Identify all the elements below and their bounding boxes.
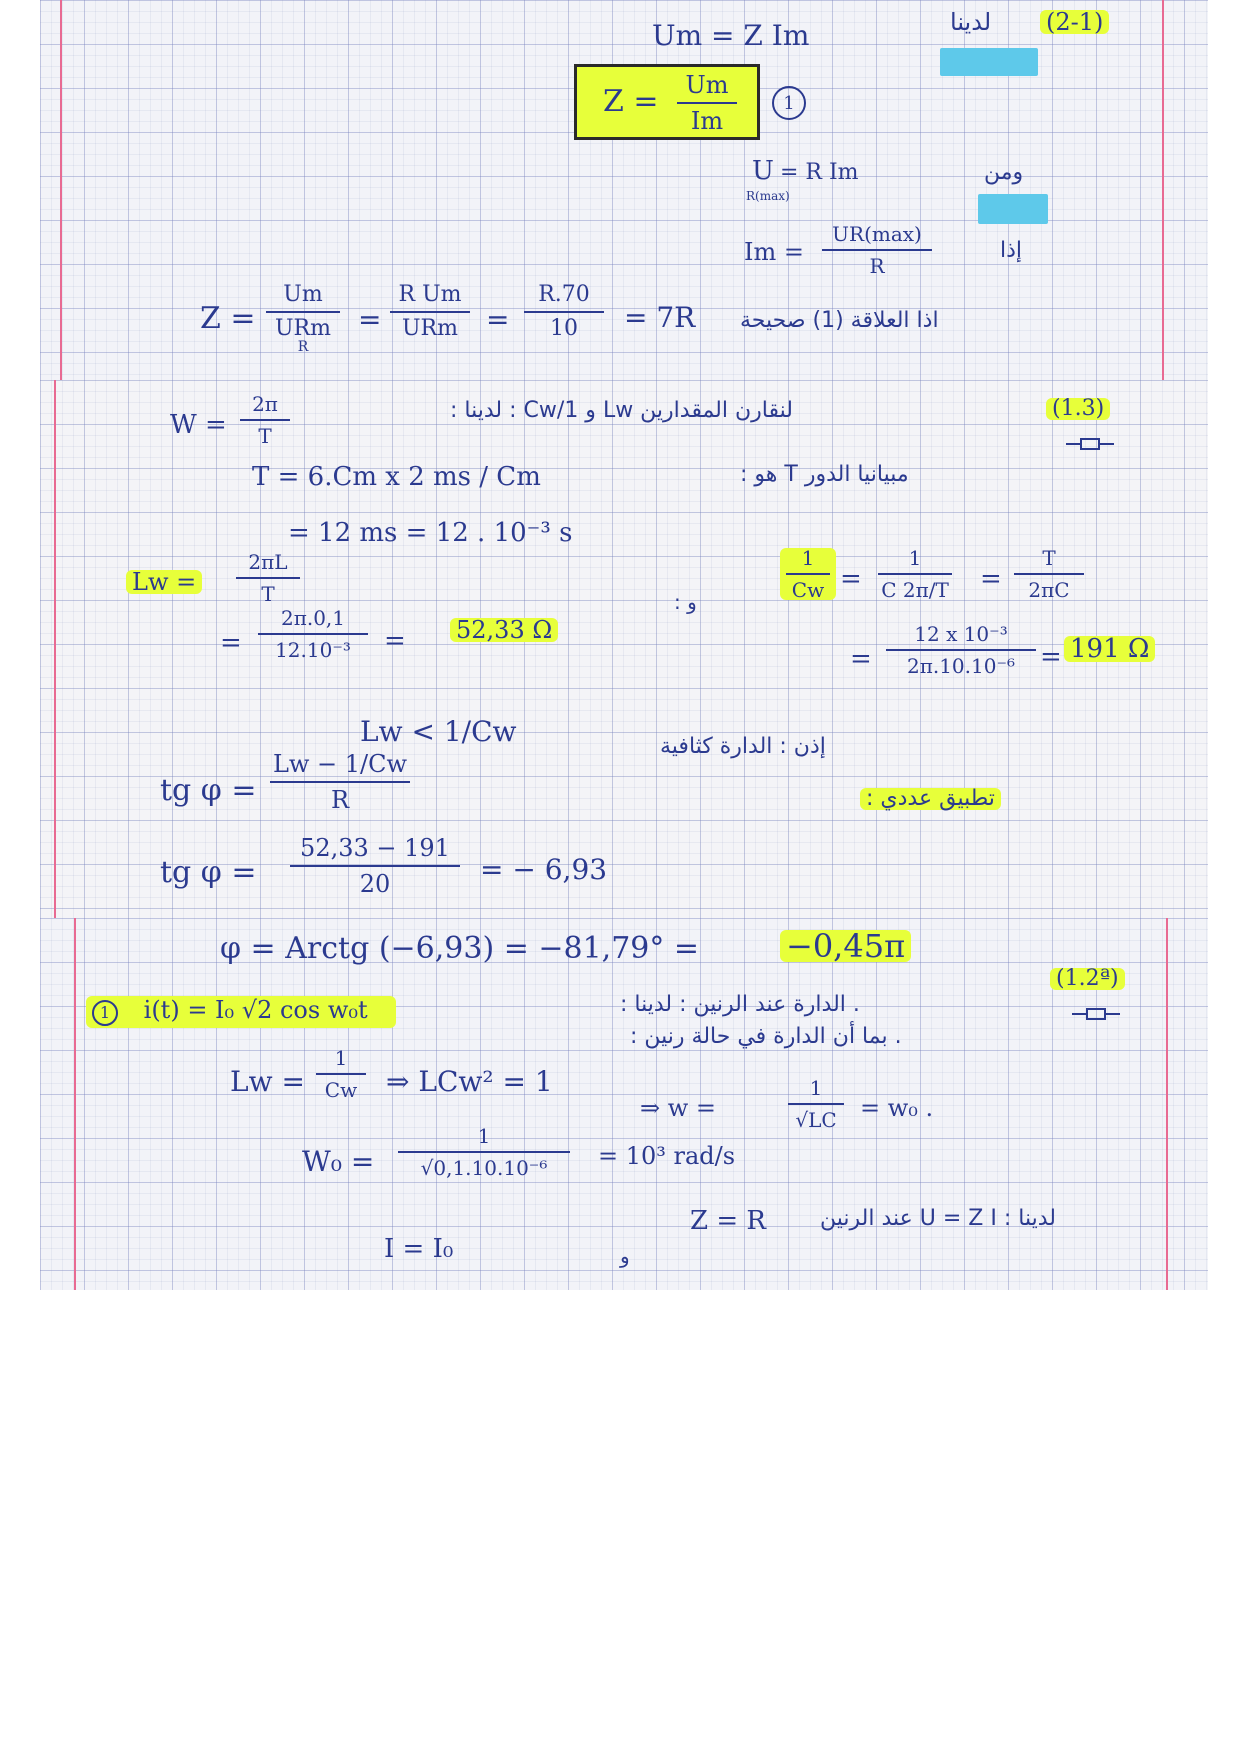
lw-eq-den: Cw [324,1078,358,1102]
w0-den: √0,1.10.10⁻⁶ [420,1156,548,1180]
item-number: 1 [92,1000,118,1026]
inv-rhs2-den: 2πC [1028,578,1070,602]
z-eq-r: Z = R [690,1206,766,1236]
arabic-wa-min: ومن [984,160,1024,185]
w-fraction [240,394,290,446]
w-den: √LC [795,1108,837,1132]
w-num: 1 [809,1076,823,1100]
arabic-compare: لنقارن المقدارين Lw و 1/Cw : لدينا : [450,398,793,423]
heading-formula: Um = Z Im [652,19,810,52]
w-implies: ⇒ w = [640,1094,717,1122]
boxed-den: Im [690,107,724,135]
inv-rhs2-fraction [1014,548,1084,600]
eq-sign-2: = [486,303,510,336]
arabic-resonance-2: . بما أن الدارة في حالة رنين : [630,1024,902,1049]
eq-sign-lw2: = [384,626,406,656]
margin-line-left [54,380,56,918]
notebook-scan-2 [40,380,1208,918]
w-lhs: W = [170,410,227,440]
w-rhs: = w₀ . [860,1094,934,1122]
arabic-resonance: . الدارة عند الرنين : لدينا : [620,992,860,1017]
z-num2: R Um [398,282,462,307]
arabic-ladayna: لدينا [950,8,992,36]
tg2-lhs: tg φ = [160,855,257,890]
z-den3: 10 [550,316,578,341]
margin-line-left [74,918,76,1290]
z-lhs: Z = [200,301,256,336]
inv-num3: 12 x 10⁻³ [914,622,1008,646]
im-fraction [822,224,932,276]
arabic-idhan: إذا [1000,238,1023,263]
lw-den2: 12.10⁻³ [275,638,351,662]
w0-num: 1 [477,1124,491,1148]
inv-rhs2-num: T [1042,546,1056,570]
tg2-den: 20 [359,870,391,898]
lw-fraction-2 [258,608,368,660]
inv-fraction [780,548,836,600]
resistor-icon [1086,1008,1106,1020]
ur-subscript: R(max) [746,189,790,203]
w0-fraction [398,1126,570,1178]
section-label: (2-1) [1040,10,1109,34]
w-num: 2π [252,392,278,416]
lw-eq: Lw = [230,1065,305,1098]
equation-number: 1 [772,86,806,120]
margin-line-right [1162,0,1164,380]
eq-sign-inv3: = [850,644,872,674]
eq-sign-lw: = [220,628,242,658]
z-result: = 7R [624,301,696,334]
ur-rhs: = R Im [780,160,859,185]
tg2-num: 52,33 − 191 [300,834,450,862]
notebook-scan-1 [40,0,1208,380]
compare-expr: Lw < 1/Cw [360,715,517,748]
tg-lhs: tg φ = [160,773,257,808]
inv-den: Cw [791,578,825,602]
arabic-wa: و : [674,590,697,614]
z-fraction-2 [390,284,470,340]
w0-lhs: W₀ = [302,1145,375,1178]
z-den1b: R [297,339,309,355]
phi-value: −0,45π [780,930,911,962]
section-label: (1.2ª) [1050,968,1125,990]
t-formula: T = 6.Cm x 2 ms / Cm [252,462,541,492]
blue-highlight-2 [978,194,1048,224]
arabic-graph: مبيانيا الدور T هو : [740,462,909,487]
inv-den3: 2π.10.10⁻⁶ [906,654,1016,678]
tg-fraction [270,752,410,812]
z-den2: URm [402,316,458,341]
z-fraction-1 [266,284,340,354]
eq-sign-1: = [358,303,382,336]
inv-rhs-num: 1 [908,546,922,570]
tg-num: Lw − 1/Cw [272,750,408,778]
tg-den: R [330,786,350,814]
z-num3: R.70 [538,282,590,307]
notebook-scan-3 [40,918,1208,1290]
margin-line-right [1166,918,1168,1290]
ur-symbol: U [752,156,774,186]
lw-num2: 2π.0,1 [280,606,346,630]
eq-sign-inv2: = [980,564,1002,594]
boxed-fraction [677,73,737,133]
w-fraction [788,1078,844,1130]
z-num1: Um [283,282,323,307]
tg2-value: = − 6,93 [480,853,608,886]
lw-fraction [236,552,300,604]
inv-value: 191 Ω [1064,636,1155,662]
inv-num: 1 [801,546,815,570]
boxed-formula [574,64,760,140]
boxed-num: Um [685,71,729,99]
phi-formula: φ = Arctg (−6,93) = −81,79° = [220,931,700,966]
z-fraction-3 [524,284,604,340]
lcw-formula: ⇒ LCw² = 1 [386,1065,553,1098]
lw-value: 52,33 Ω [450,618,558,642]
lw-num: 2πL [248,550,288,574]
i-eq: I = I₀ [384,1234,454,1264]
eq-sign-inv: = [840,564,862,594]
margin-line-left [60,0,62,380]
lw-eq-fraction [316,1048,366,1100]
im-lhs: Im = [744,238,804,266]
tg2-fraction [290,836,460,896]
lw-lhs: Lw = [126,570,202,594]
eq-sign-inv4: = [1040,642,1062,672]
lw-eq-num: 1 [334,1046,348,1070]
blue-highlight [940,48,1038,76]
arabic-uzi: لدينا : U = Z I عند الرنين [820,1206,1056,1231]
wa-conj: و [620,1244,630,1268]
inv-rhs-den: C 2π/T [881,578,949,602]
arabic-capacitive: إذن : الدارة كثافية [660,734,826,759]
lw-den: T [261,582,275,606]
boxed-z: Z = [603,84,659,119]
arabic-numeric: تطبيق عددي : [860,788,1001,810]
section-label: (1.3) [1046,398,1110,420]
resistor-icon [1080,438,1100,450]
arabic-conclusion: اذا العلاقة (1) صحيحة [740,308,939,333]
im-num: UR(max) [832,222,922,246]
w-den: T [258,424,272,448]
t-value: = 12 ms = 12 . 10⁻³ s [288,518,573,548]
current-formula-text: i(t) = I₀ √2 cos w₀t [143,996,368,1024]
w0-value: = 10³ rad/s [598,1142,736,1170]
current-formula [86,996,396,1028]
z-den1: URm [275,316,331,341]
im-den: R [869,254,885,278]
inv-rhs-fraction [878,548,952,600]
inv-fraction-3 [886,624,1036,676]
